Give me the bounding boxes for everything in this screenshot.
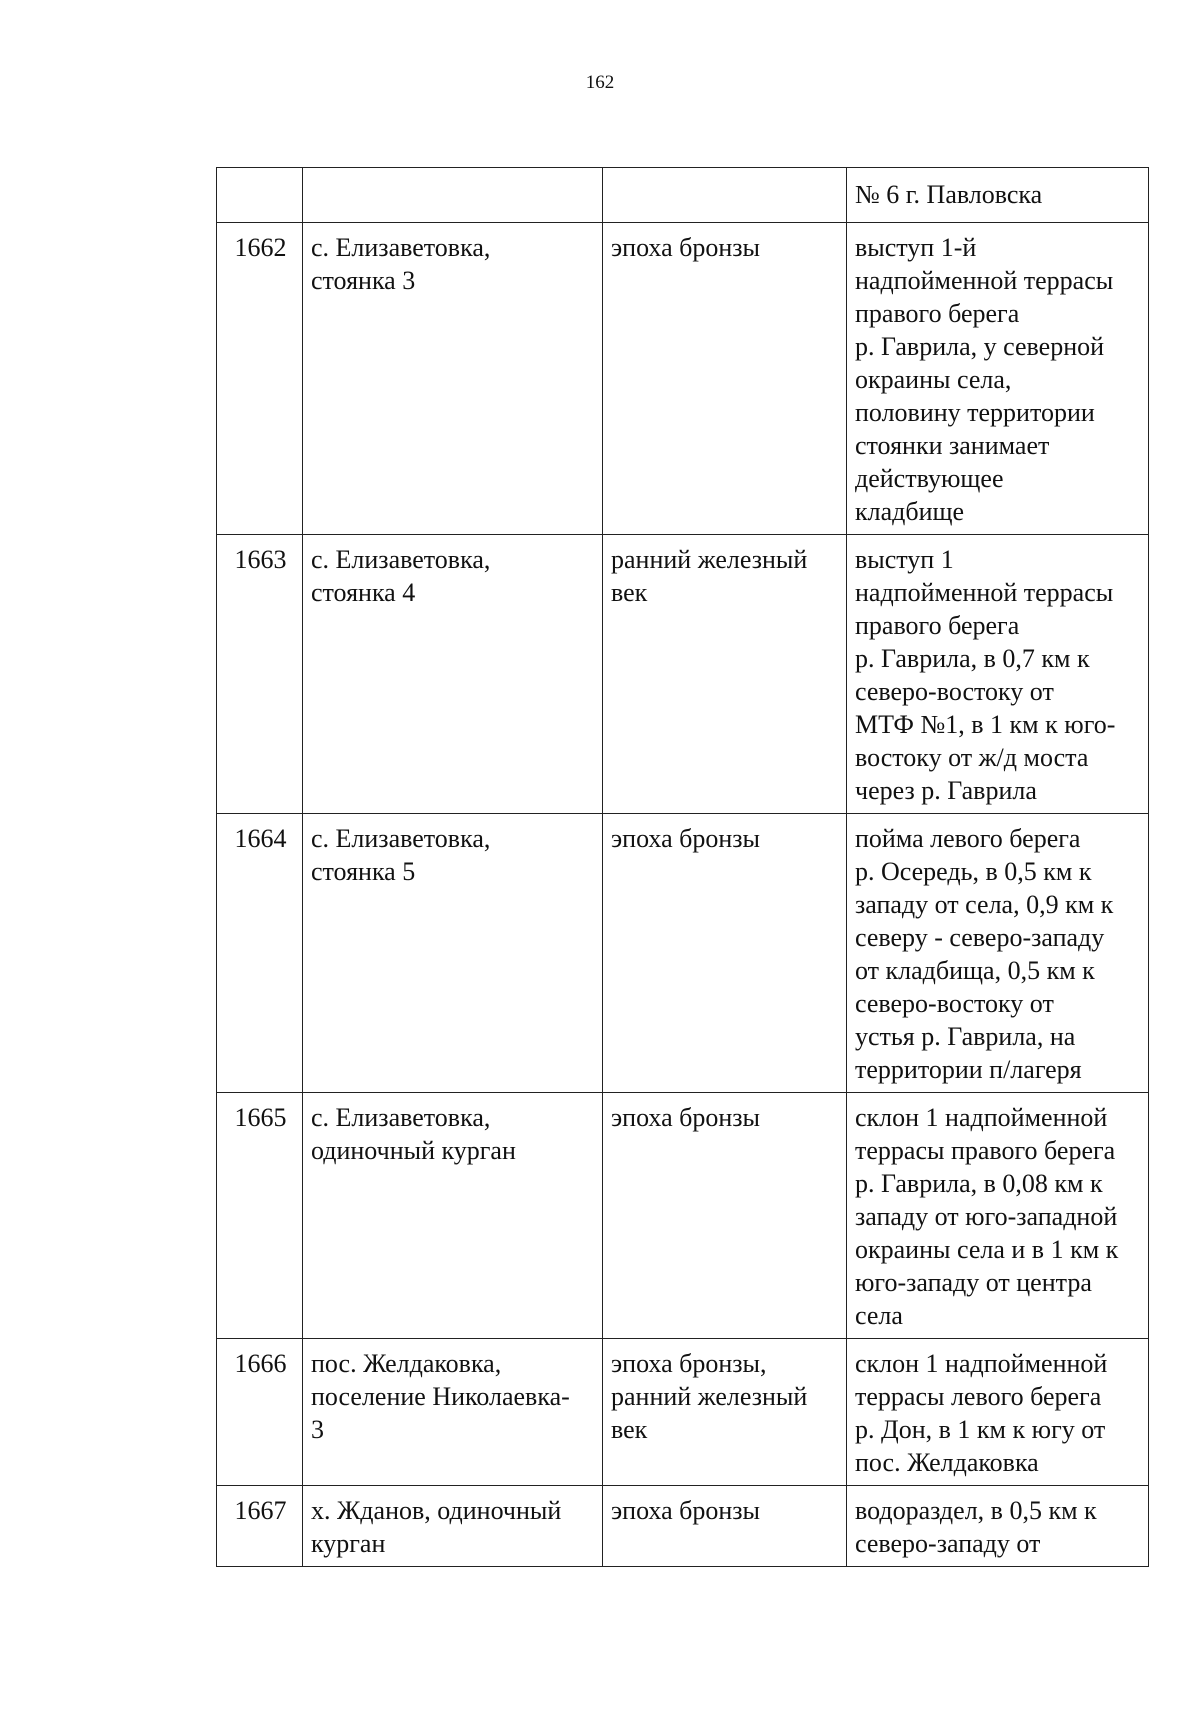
name-text: с. Елизаветовка, стоянка 4 [311,545,491,607]
cell-dating [603,814,847,1093]
cell-name [303,223,603,535]
cell-location [847,814,1149,1093]
cell-number: 1665 [217,1093,303,1339]
cell-location [847,1486,1149,1567]
cell-name [303,168,603,223]
location-text: склон 1 надпойменной террасы правого берега р. Гаврила, в 0,08 км к западу от юго-западной окраины села и в 1 км к юго-западу от центра села [855,1103,1119,1330]
table-row [217,1093,1149,1339]
location-text: выступ 1 надпойменной террасы правого берега р. Гаврила, в 0,7 км к северо-востоку от МТФ №1, в 1 км к юго- востоку от ж/д моста через р. Гаврила [855,545,1116,805]
cell-dating [603,1486,847,1567]
cell-number: 1663 [217,535,303,814]
cell-number [217,168,303,223]
dating-text: эпоха бронзы [611,824,761,853]
dating-text: эпоха бронзы [611,1103,761,1132]
table-row [217,1486,1149,1567]
cell-dating [603,535,847,814]
name-text: с. Елизаветовка, одиночный курган [311,1103,516,1165]
location-text: № 6 г. Павловска [855,180,1043,209]
cell-name [303,1093,603,1339]
dating-text: эпоха бронзы [611,233,761,262]
name-text: пос. Желдаковка, поселение Николаевка- 3 [311,1349,570,1444]
location-text: пойма левого берега р. Осередь, в 0,5 км к западу от села, 0,9 км к северу - северо-западу от кладбища, 0,5 км к северо-востоку от устья р. Гаврила, на территории п/лагеря [855,824,1114,1084]
dating-text: эпоха бронзы [611,1496,761,1525]
cell-name [303,814,603,1093]
cell-location [847,168,1149,223]
cell-number: 1667 [217,1486,303,1567]
cell-name [303,1339,603,1486]
cell-dating [603,1339,847,1486]
cell-number: 1664 [217,814,303,1093]
table-row [217,814,1149,1093]
dating-text: ранний железный век [611,545,808,607]
cell-location [847,1093,1149,1339]
table-row-continuation [217,168,1149,223]
cell-number: 1662 [217,223,303,535]
table-row [217,223,1149,535]
cell-name [303,1486,603,1567]
location-text: водораздел, в 0,5 км к северо-западу от [855,1496,1097,1558]
page-number: 162 [585,72,615,93]
location-text: склон 1 надпойменной террасы левого берега р. Дон, в 1 км к югу от пос. Желдаковка [855,1349,1108,1477]
cell-name [303,535,603,814]
location-text: выступ 1-й надпойменной террасы правого берега р. Гаврила, у северной окраины села, половину территории стоянки занимает действующее кладбище [855,233,1114,526]
cell-dating [603,168,847,223]
cell-dating [603,223,847,535]
cell-location [847,1339,1149,1486]
cell-number: 1666 [217,1339,303,1486]
table-row [217,1339,1149,1486]
dating-text: эпоха бронзы, ранний железный век [611,1349,808,1444]
cell-location [847,535,1149,814]
name-text: с. Елизаветовка, стоянка 5 [311,824,491,886]
table-row [217,535,1149,814]
cell-location [847,223,1149,535]
name-text: с. Елизаветовка, стоянка 3 [311,233,491,295]
heritage-sites-table [216,167,1149,1567]
name-text: х. Жданов, одиночный курган [311,1496,562,1558]
cell-dating [603,1093,847,1339]
